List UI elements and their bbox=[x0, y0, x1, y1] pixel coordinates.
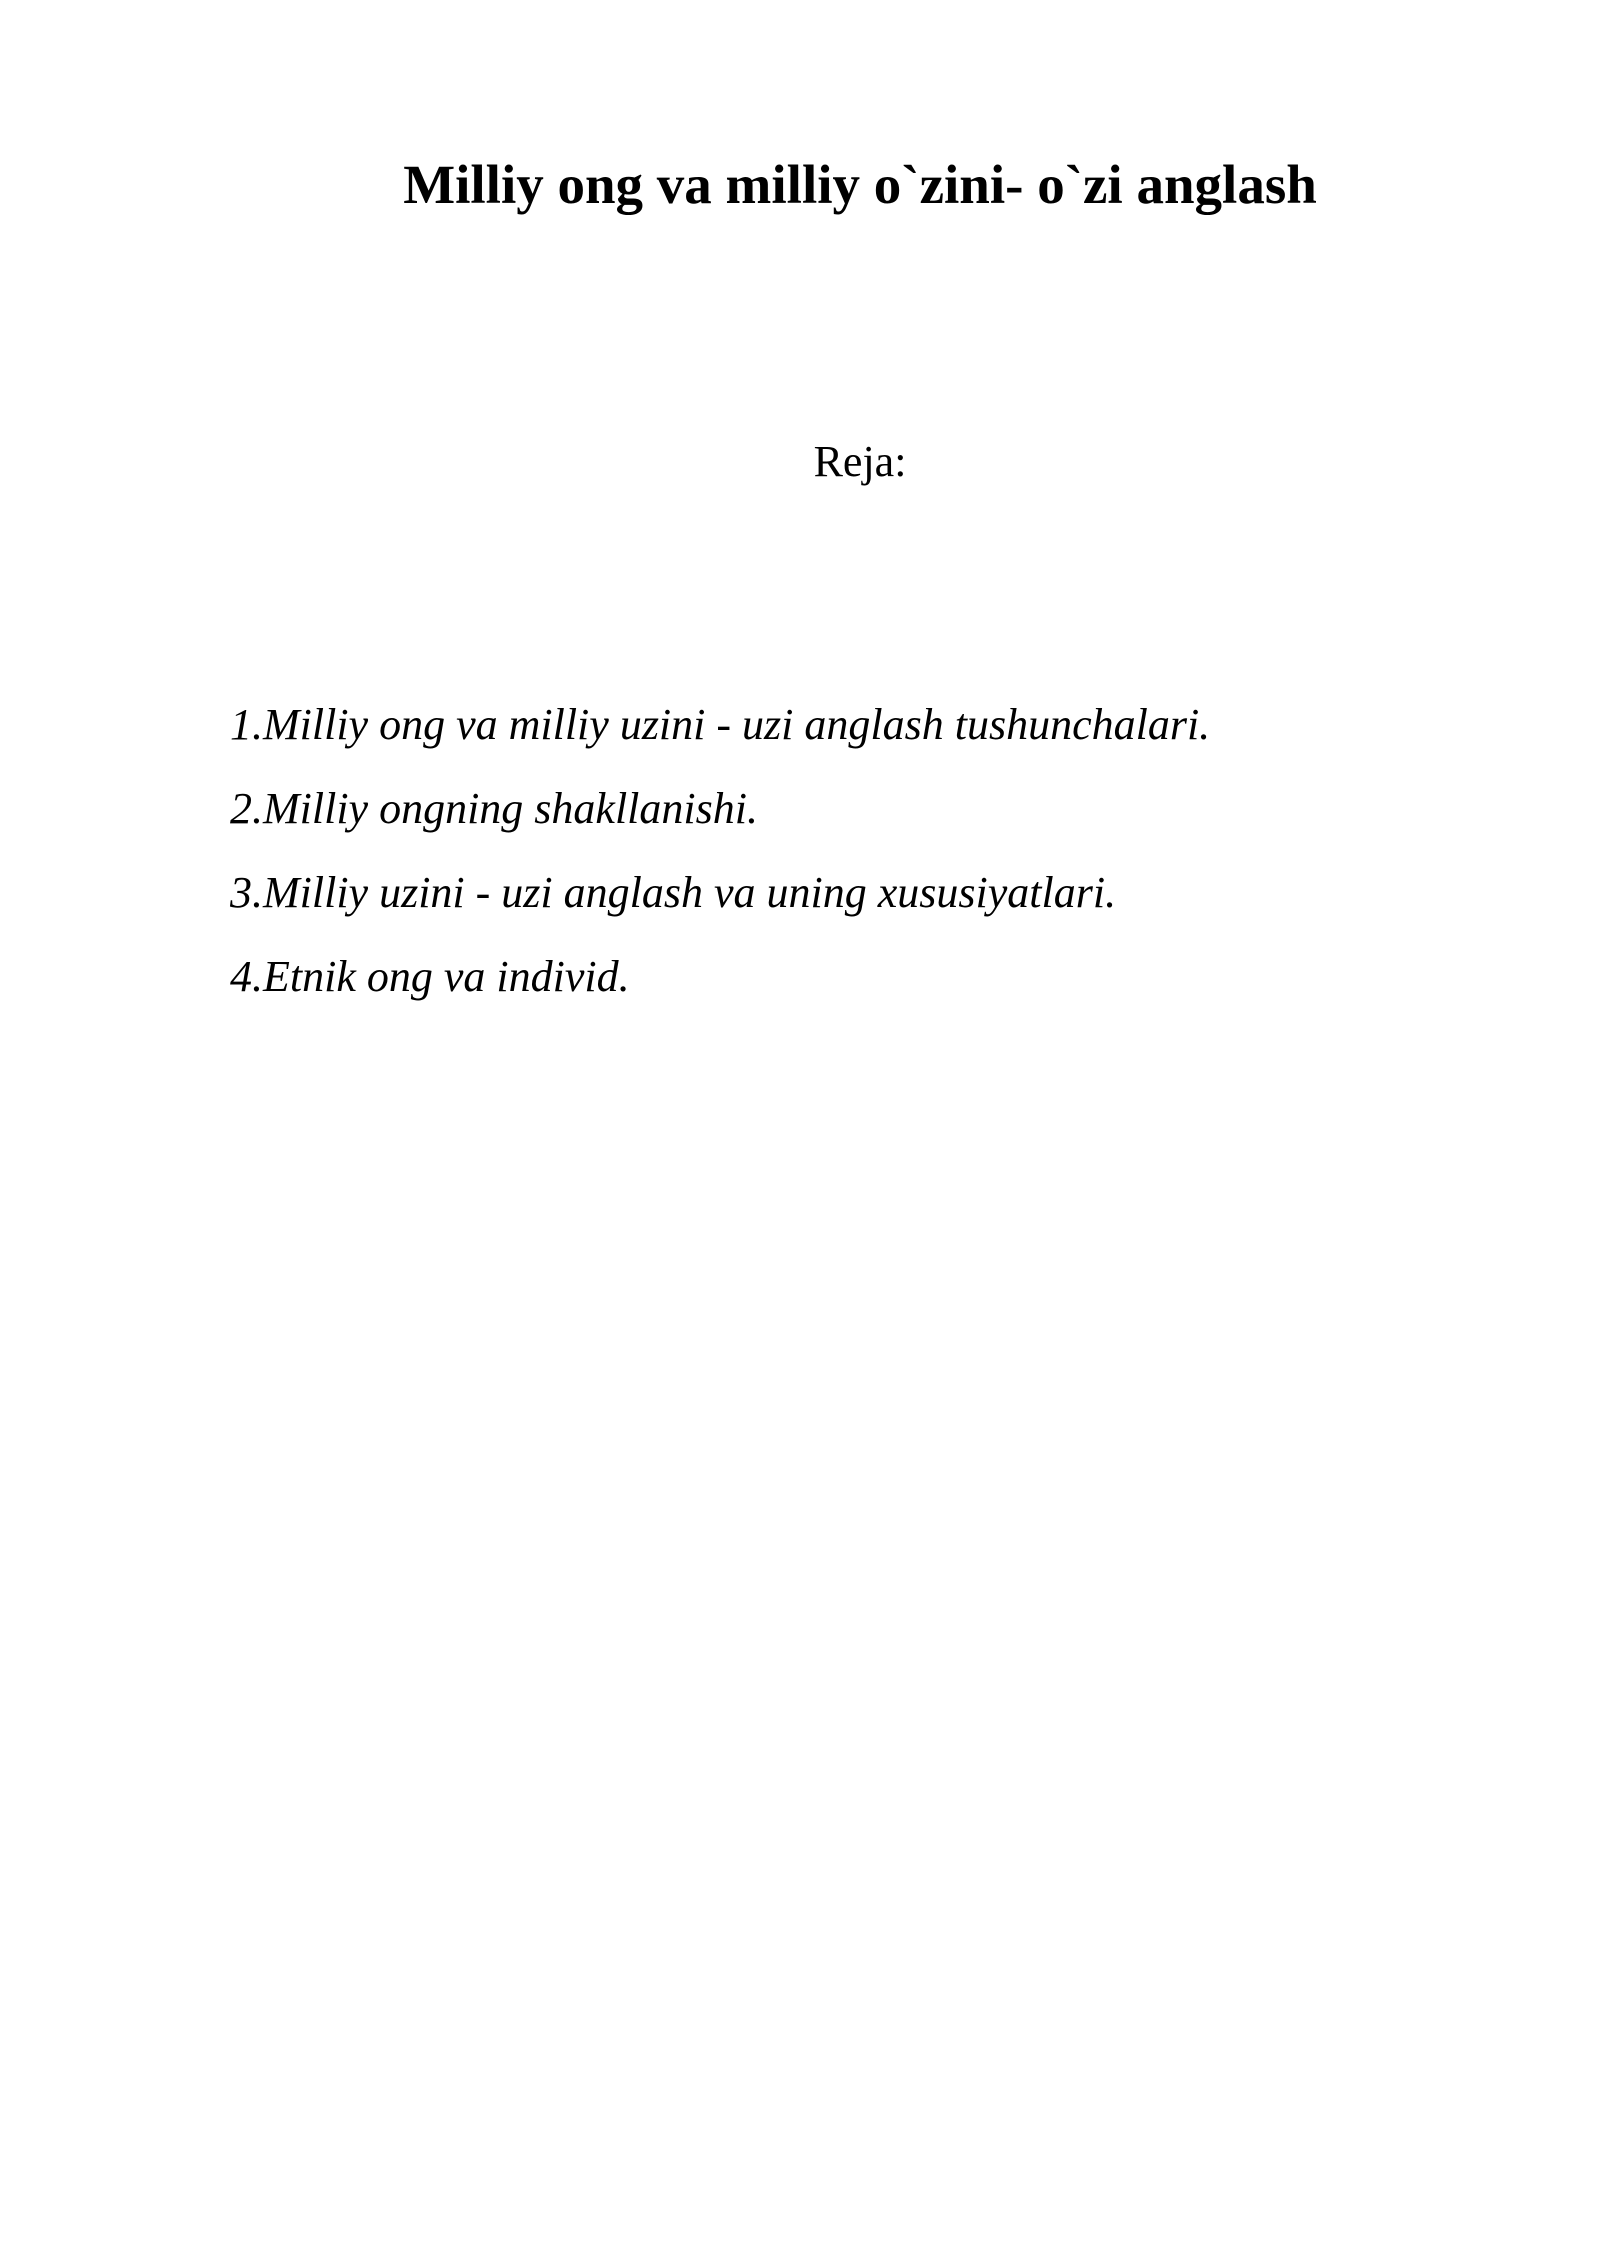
plan-item: 3.Milliy uzini - uzi anglash va uning xususiyatlari. bbox=[230, 868, 1117, 917]
plan-item: 4.Etnik ong va individ. bbox=[230, 952, 630, 1001]
plan-item: 1.Milliy ong va milliy uzini - uzi anglash tushunchalari. bbox=[230, 700, 1211, 749]
document-title: Milliy ong va milliy o`zini- o`zi anglash bbox=[403, 154, 1317, 215]
plan-item: 2.Milliy ongning shakllanishi. bbox=[230, 784, 758, 833]
plan-heading: Reja: bbox=[813, 437, 907, 486]
plan-list bbox=[230, 683, 1210, 1019]
